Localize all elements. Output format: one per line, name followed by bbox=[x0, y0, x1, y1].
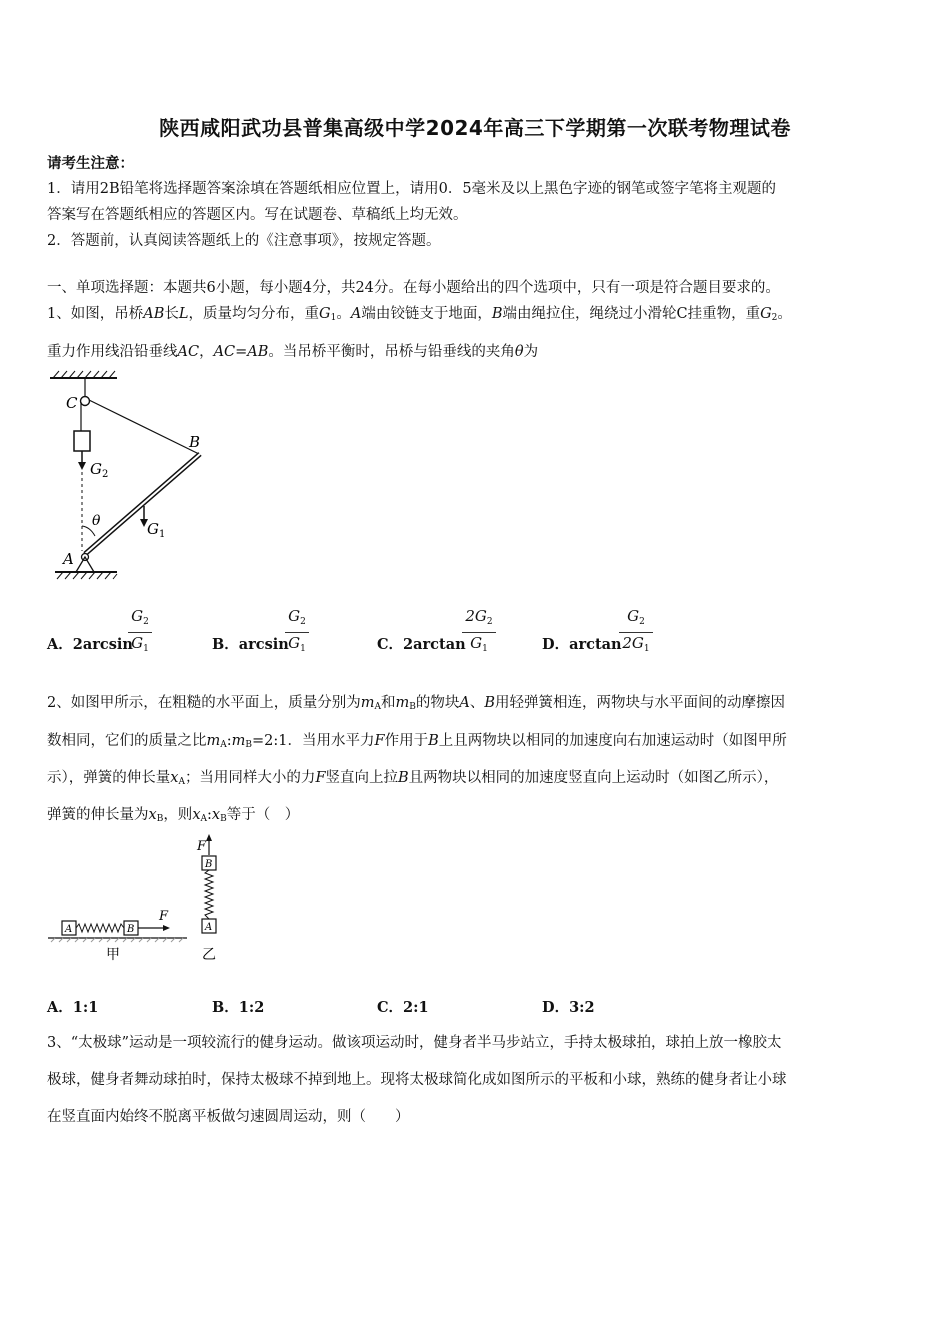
q1-option-b[interactable]: B．arcsin bbox=[212, 636, 289, 653]
q2-option-c[interactable]: C．2:1 bbox=[377, 999, 429, 1016]
fig-jia-F: F bbox=[159, 909, 169, 924]
section-heading: 一、单项选择题：本题共6小题，每小题4分，共24分。在每小题给出的四个选项中，只有一项是符合题目要求的。 bbox=[47, 280, 780, 296]
fig-yi-B: B bbox=[205, 859, 213, 870]
fig-jia-B: B bbox=[127, 924, 135, 935]
q1-drawbridge-figure bbox=[45, 368, 201, 590]
label-G1: $G_1$ bbox=[147, 520, 166, 540]
q3-line-3: 在竖直面内始终不脱离平板做匀速圆周运动，则（ ） bbox=[47, 1109, 410, 1125]
label-B: B bbox=[189, 433, 201, 451]
fig-yi-F: F bbox=[197, 839, 207, 854]
q2-spring-blocks-figure bbox=[45, 832, 245, 967]
q3-line-1: 3、“太极球”运动是一项较流行的健身运动。做该项运动时，健身者半马步站立，手持太极球拍，球拍上放一橡胶太 bbox=[47, 1035, 782, 1051]
label-A: A bbox=[63, 550, 74, 568]
q1-option-d[interactable]: D．arctan bbox=[542, 636, 622, 653]
q1-option-a[interactable]: A．2arcsin bbox=[47, 636, 133, 653]
label-theta: θ bbox=[92, 513, 101, 529]
q1-option-c-fraction: $2G_2$ $G_1$ bbox=[462, 607, 496, 658]
fig-jia-label: 甲 bbox=[106, 947, 120, 963]
q2-option-b[interactable]: B．1:2 bbox=[212, 999, 265, 1016]
fig-yi-A: A bbox=[205, 922, 213, 933]
notice-item-1a: 1．请用2B铅笔将选择题答案涂填在答题纸相应位置上，请用0．5毫米及以上黑色字迹的钢笔或签字笔将主观题的 bbox=[47, 181, 777, 197]
notice-heading: 请考生注意： bbox=[47, 155, 134, 172]
fig-jia-A: A bbox=[65, 924, 73, 935]
label-G2: $G_2$ bbox=[90, 460, 109, 480]
label-C: C bbox=[66, 394, 78, 412]
q2-line-2: 数相同，它们的质量之比$m_A:m_B=2:1$．当用水平力F作用于B上且两物块以相同的加速度向右加速运动时（如图甲所 bbox=[47, 733, 787, 750]
page-title: 陕西咸阳武功县普集高级中学2024年高三下学期第一次联考物理试卷 bbox=[159, 116, 791, 140]
q3-line-2: 极球，健身者舞动球拍时，保持太极球不掉到地上。现将太极球简化成如图所示的平板和小球，熟练的健身者让小球 bbox=[47, 1072, 787, 1088]
q2-option-a[interactable]: A．1:1 bbox=[47, 999, 99, 1016]
fig-yi-label: 乙 bbox=[202, 947, 216, 963]
q1-line-2: 重力作用线沿铅垂线AC，AC=AB。当吊桥平衡时，吊桥与铅垂线的夹角θ为 bbox=[47, 344, 539, 360]
notice-item-1b: 答案写在答题纸相应的答题区内。写在试题卷、草稿纸上均无效。 bbox=[47, 207, 468, 223]
q1-option-d-fraction: $G_2$ $2G_1$ bbox=[619, 607, 653, 658]
q1-option-a-fraction: $G_2$ $G_1$ bbox=[128, 607, 152, 658]
q1-line-1: 1、如图，吊桥AB长L，质量均匀分布，重$G_1$。A端由铰链支于地面，B端由绳拉住，绳绕过小滑轮C挂重物，重$G_2$。 bbox=[47, 306, 792, 323]
q1-option-b-fraction: $G_2$ $G_1$ bbox=[285, 607, 309, 658]
q2-line-4: 弹簧的伸长量为$x_B$，则$x_A:x_B$等于（ ） bbox=[47, 807, 300, 824]
q2-line-3: 示），弹簧的伸长量$x_A$；当用同样大小的力F竖直向上拉B且两物块以相同的加速度竖直向上运动时（如图乙所示）， bbox=[47, 770, 779, 787]
notice-item-2: 2．答题前，认真阅读答题纸上的《注意事项》，按规定答题。 bbox=[47, 233, 441, 249]
q2-option-d[interactable]: D．3:2 bbox=[542, 999, 595, 1016]
q2-line-1: 2、如图甲所示，在粗糙的水平面上，质量分别为$m_A$和$m_B$的物块A、B用轻弹簧相连，两物块与水平面间的动摩擦因 bbox=[47, 695, 785, 712]
q1-option-c[interactable]: C．2arctan bbox=[377, 636, 466, 653]
